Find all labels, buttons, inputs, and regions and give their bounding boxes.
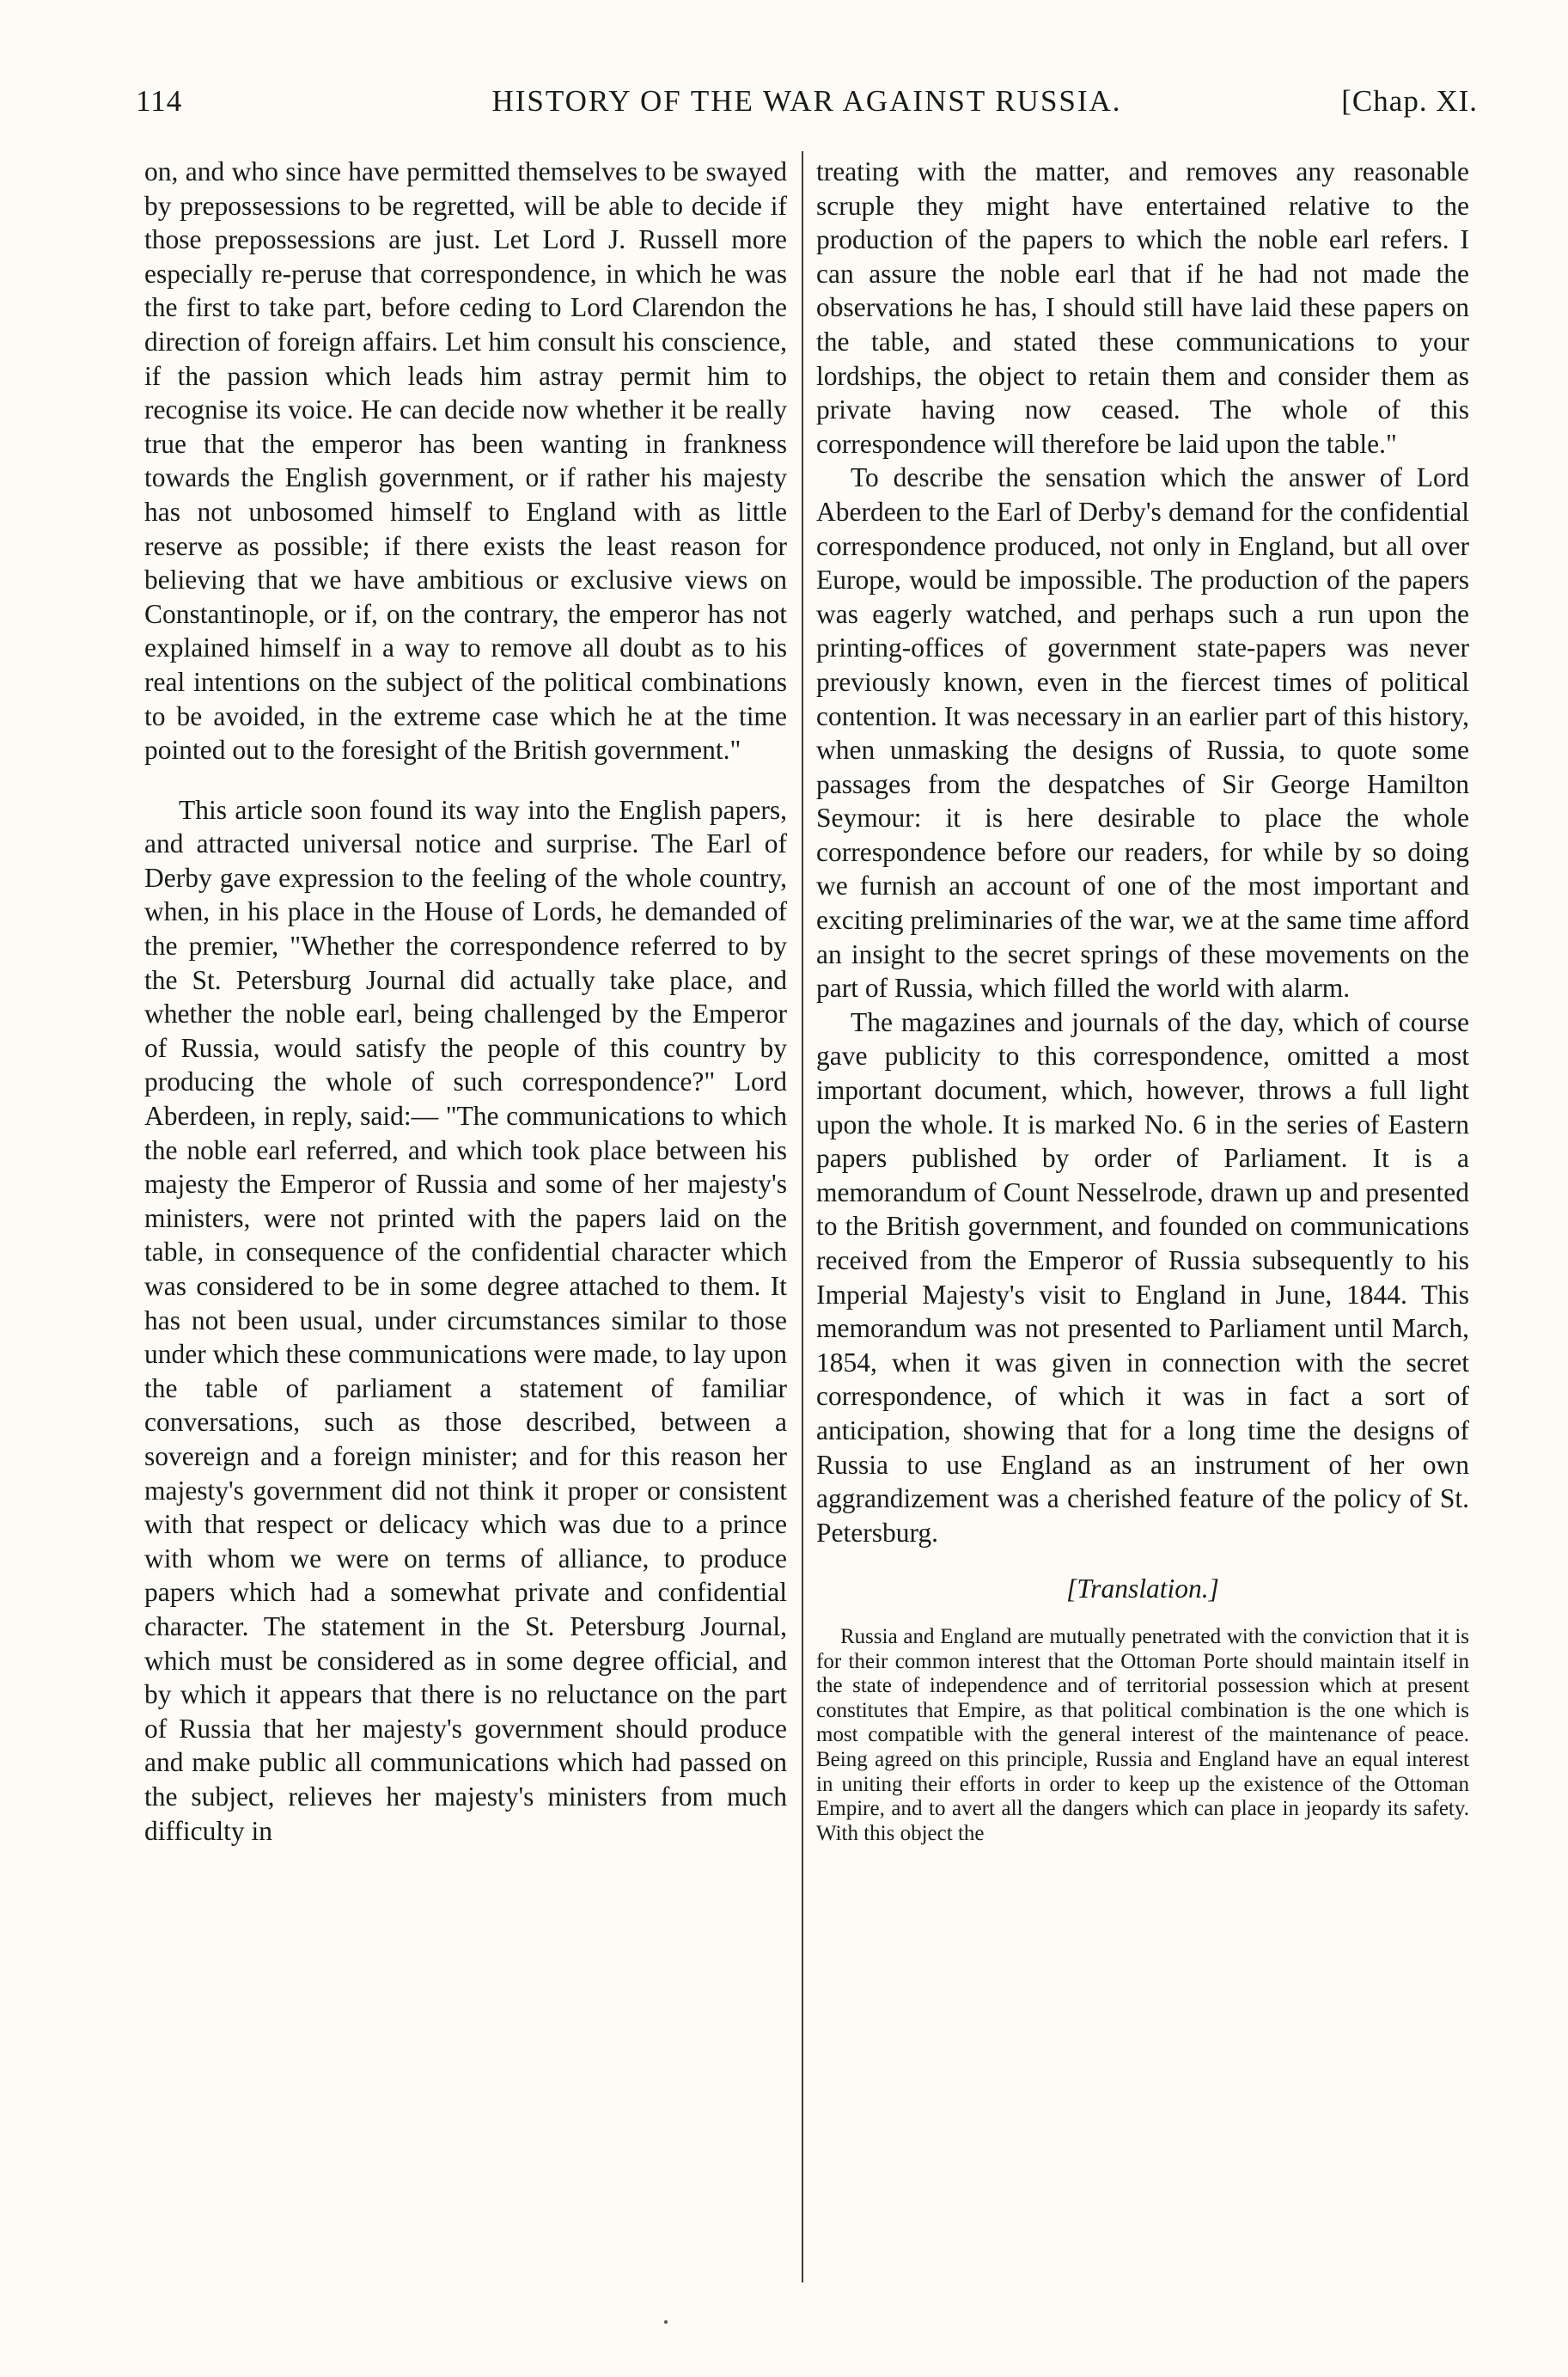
- left-paragraph-2: This article soon found its way into the English papers, and attracted universal notice and surprise. The Earl of Derby gave expression to the feeling of the whole country, when, in his place in the House of Lords, he demanded of the premier, "Whether the correspondence referred to by the St. Petersburg Journal did actually take place, and whether the noble earl, being challenged by the Emperor of Russia, would satisfy the people of this country by producing the whole of such correspondence?" Lord Aberdeen, in reply, said:— "The communications to which the noble earl referred, and which took place between his majesty the Emperor of Russia and some of her majesty's ministers, were not printed with the papers laid on the table, in consequence of the confidential character which was considered to be in some degree attached to them. It has not been usual, under circumstances similar to those under which these communications were made, to lay upon the table of parliament a statement of familiar conversations, such as those described, between a sovereign and a foreign minister; and for this reason her majesty's government did not think it proper or consistent with that respect or delicacy which was due to a prince with whom we were on terms of alliance, to produce papers which had a somewhat private and confidential character. The statement in the St. Petersburg Journal, which must be considered as in some degree official, and by which it appears that there is no reluctance on the part of Russia that her majesty's government should produce and make public all communications which had passed on the subject, relieves her majesty's ministers from much difficulty in: [144, 794, 787, 1846]
- printer-mark: [664, 2320, 668, 2324]
- right-paragraph-3: The magazines and journals of the day, which of course gave publicity to this correspondence, omitted a most important document, which, however, throws a full light upon the whole. It is marked No. 6 in the series of Eastern papers published by order of Parliament. It is a memorandum of Count Nesselrode, drawn up and presented to the British government, and founded on communications received from the Emperor of Russia subsequently to his Imperial Majesty's visit to England in June, 1844. This memorandum was not presented to Parliament until March, 1854, when it was given in connection with the secret correspondence, of which it was in fact a sort of anticipation, showing that for a long time the designs of Russia to use England as an instrument of her own aggrandizement was a cherished feature of the policy of St. Petersburg.: [816, 1006, 1469, 1548]
- right-paragraph-2: To describe the sensation which the answer of Lord Aberdeen to the Earl of Derby's demand for the confidential correspondence produced, not only in England, but all over Europe, would be impossible. The production of the papers was eagerly watched, and perhaps such a run upon the printing-offices of government state-papers was never previously known, even in the fiercest times of political contention. It was necessary in an earlier part of this history, when unmasking the designs of Russia, to quote some passages from the despatches of Sir George Hamilton Seymour: it is here desirable to place the whole correspondence before our readers, for while by so doing we furnish an account of one of the most important and exciting preliminaries of the war, we at the same time afford an insight to the secret springs of these movements on the part of Russia, which filled the world with alarm.: [816, 462, 1469, 1004]
- right-column: [816, 155, 1469, 1846]
- left-paragraph-1: on, and who since have permitted themselves to be swayed by prepossessions to be regretted, will be able to decide if those prepossessions are just. Let Lord J. Russell more especially re-peruse that correspondence, in which he was the first to take part, before ceding to Lord Clarendon the direction of foreign affairs. Let him consult his conscience, if the passion which leads him astray permit him to recognise its voice. He can decide now whether it be really true that the emperor has been wanting in frankness towards the English government, or if rather his majesty has not unbosomed himself to England with as little reserve as possible; if there exists the least reason for believing that we have ambitious or exclusive views on Constantinople, or if, on the contrary, the emperor has not explained himself in a way to remove all doubt as to his real intentions on the subject of the political combinations to be avoided, in the extreme case which he at the time pointed out to the foresight of the British government.": [144, 156, 787, 766]
- translation-label: [Translation.]: [1066, 1573, 1219, 1604]
- running-title: HISTORY OF THE WAR AGAINST RUSSIA.: [491, 84, 1122, 118]
- running-header: [136, 84, 1478, 136]
- memorandum-text: Russia and England are mutually penetrated with the conviction that it is for their common interest that the Ottoman Porte should maintain itself in the state of independence and of territorial possession which at present constitutes that Empire, as that political combination is the one which is most compatible with the general interest of the maintenance of peace. Being agreed on this principle, Russia and England have an equal interest in uniting their efforts in order to keep up the existence of the Ottoman Empire, and to avert all the dangers which can place in jeopardy its safety. With this object the: [816, 1624, 1469, 1845]
- column-divider: [802, 151, 803, 2282]
- chapter-label: [Chap. XI.: [1341, 84, 1478, 118]
- right-paragraph-1: treating with the matter, and removes any reasonable scruple they might have entertained relative to the production of the papers to which the noble earl refers. I can assure the noble earl that if he had not made the observations he has, I should still have laid these papers on the table, and stated these communications to your lordships, the object to retain them and consider them as private having now ceased. The whole of this correspondence will therefore be laid upon the table.": [816, 156, 1469, 459]
- left-column: [144, 155, 787, 1848]
- page-number: 114: [136, 84, 183, 118]
